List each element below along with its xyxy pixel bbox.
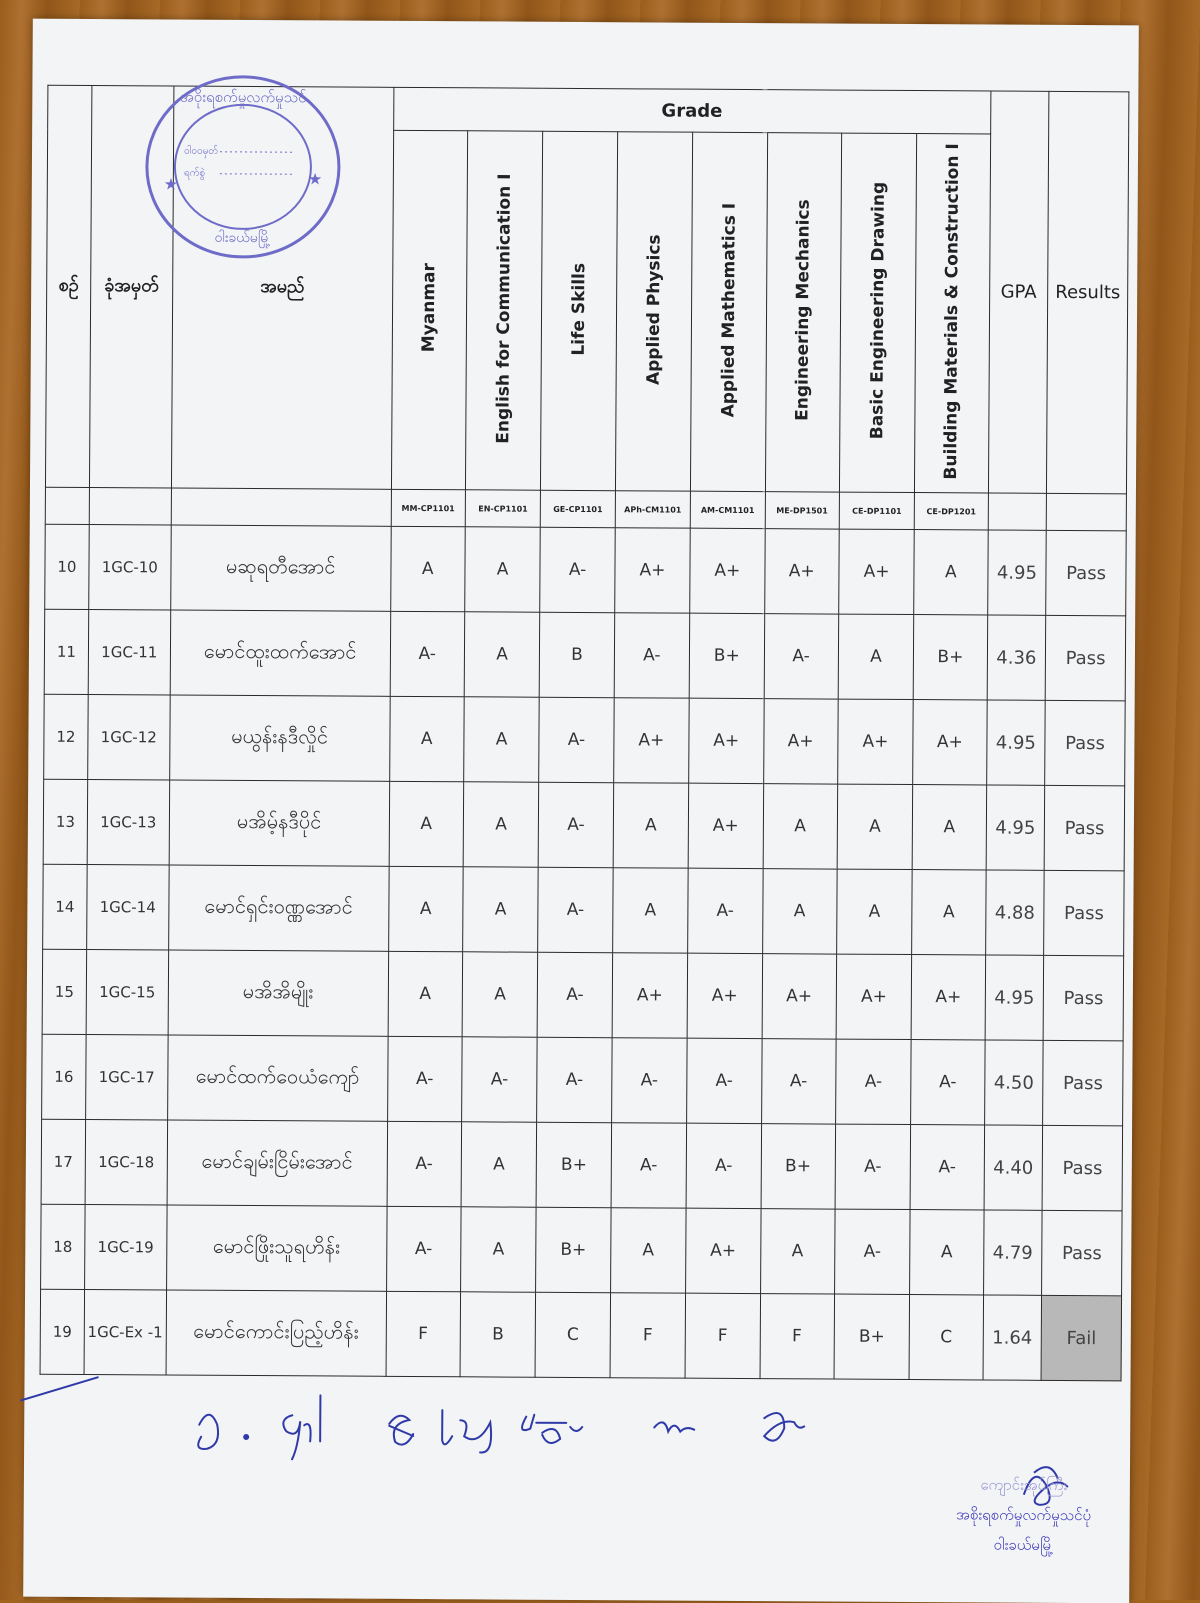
gpa-cell: 4.36 <box>987 615 1046 700</box>
grade-cell: A- <box>687 1038 762 1123</box>
roll-number-cell: 1GC-17 <box>86 1034 168 1119</box>
subject-code: GE-CP1101 <box>541 490 616 527</box>
student-name-cell: မဆုရတီအောင် <box>170 525 390 611</box>
col-header-name: အမည် <box>171 86 393 489</box>
roll-number-cell: 1GC-14 <box>87 864 169 949</box>
gpa-cell: 4.50 <box>984 1040 1043 1125</box>
grade-cell: A <box>389 696 464 781</box>
student-name-cell: မောင်ထက်ဝေယံကျော် <box>167 1035 387 1121</box>
subject-header-life-skills <box>541 131 618 490</box>
result-cell: Pass <box>1046 530 1126 615</box>
principal-seal-block <box>913 1469 1134 1590</box>
subject-name: Applied Physics <box>644 234 665 385</box>
grade-cell: A <box>837 784 913 869</box>
grade-cell: A- <box>537 1037 612 1122</box>
seal-line-school: အစိုးရစက်မှုလက်မှုသင်ပုံ <box>914 1499 1134 1530</box>
grade-cell: A- <box>538 952 613 1037</box>
grade-cell: A <box>465 527 541 612</box>
subject-header-english <box>465 131 543 490</box>
serial-cell: 13 <box>43 779 88 864</box>
col-header-roll: ခုံအမှတ် <box>89 85 173 487</box>
grade-cell: A- <box>540 527 615 612</box>
grade-cell: B <box>460 1292 536 1377</box>
grade-cell: A+ <box>764 529 839 614</box>
grade-cell: A+ <box>686 1208 761 1293</box>
result-cell: Pass <box>1043 955 1123 1040</box>
grade-cell: A+ <box>612 953 688 1038</box>
grade-cell: F <box>610 1293 686 1378</box>
result-rows <box>40 524 1126 1381</box>
student-name-cell: မောင်ကောင်းပြည့်ဟိန်း <box>166 1290 386 1376</box>
roll-number-cell: 1GC-12 <box>88 694 170 779</box>
grade-cell: A- <box>611 1038 687 1123</box>
grade-cell: A <box>762 869 837 954</box>
serial-cell: 17 <box>41 1119 86 1204</box>
grade-cell: A <box>461 1122 537 1207</box>
grade-cell: A <box>912 870 986 955</box>
student-name-cell: မအိမ့်နဒီပိုင် <box>169 780 389 866</box>
grade-cell: F <box>760 1294 835 1379</box>
grade-cell: A <box>462 952 538 1037</box>
grade-cell: A <box>464 697 540 782</box>
subject-header-engineering-mechanics <box>765 133 842 492</box>
grade-cell: A+ <box>839 529 915 614</box>
grade-cell: A <box>389 781 464 866</box>
grade-cell: A- <box>390 611 465 696</box>
stamp-line1: ဝါဝဝမှတ် <box>184 144 218 159</box>
student-name-cell: မယွန်းနဒီလှိုင် <box>169 695 389 781</box>
stamp-line2: ရက်စွဲ <box>184 166 205 181</box>
gpa-cell: 4.88 <box>985 870 1044 955</box>
grade-cell: A+ <box>913 700 987 785</box>
result-cell: Fail <box>1041 1295 1121 1380</box>
grade-cell: A <box>914 530 988 615</box>
subject-name: Applied Mathematics I <box>718 203 739 418</box>
grade-cell: A- <box>834 1209 910 1294</box>
grade-cell: C <box>909 1295 983 1380</box>
grade-cell: A+ <box>614 528 690 613</box>
grade-cell: A- <box>911 1040 985 1125</box>
gpa-cell: 4.95 <box>986 700 1045 785</box>
grade-cell: A+ <box>836 954 912 1039</box>
grade-cell: A- <box>462 1037 538 1122</box>
student-name-cell: မောင်ချမ်းငြိမ်းအောင် <box>167 1120 387 1206</box>
pen-strike-line <box>18 1369 108 1410</box>
gpa-cell: 1.64 <box>983 1295 1042 1380</box>
grade-cell: A- <box>835 1039 911 1124</box>
grade-cell: A <box>461 1207 537 1292</box>
result-cell: Pass <box>1044 870 1124 955</box>
grade-cell: A- <box>614 613 690 698</box>
grade-cell: B+ <box>536 1207 611 1292</box>
grade-cell: A- <box>611 1123 687 1208</box>
subject-header-applied-physics <box>615 132 693 491</box>
code-cell-blank <box>988 493 1047 530</box>
subject-header-myanmar <box>391 130 468 489</box>
grade-cell: A+ <box>911 955 985 1040</box>
grade-cell: A+ <box>763 699 838 784</box>
grade-cell: A <box>388 866 463 951</box>
serial-cell: 18 <box>41 1204 86 1289</box>
grade-sheet-paper <box>23 19 1139 1603</box>
subject-name: English for Communication I <box>493 173 515 443</box>
grade-cell: A- <box>387 1121 462 1206</box>
grade-cell: A- <box>688 868 763 953</box>
grade-cell: A- <box>835 1124 911 1209</box>
grade-cell: A- <box>386 1206 461 1291</box>
table-row <box>44 694 1125 786</box>
grade-cell: A <box>613 783 689 868</box>
handwritten-signatures <box>174 1385 875 1479</box>
result-cell: Pass <box>1045 615 1125 700</box>
grade-cell: A <box>612 868 688 953</box>
gpa-cell: 4.95 <box>986 785 1045 870</box>
grade-cell: A <box>763 784 838 869</box>
table-row <box>42 1034 1123 1126</box>
grade-cell: A <box>464 612 540 697</box>
grade-cell: A+ <box>690 528 765 613</box>
subject-header-engineering-drawing <box>839 133 917 492</box>
grade-cell: A <box>760 1209 835 1294</box>
grade-cell: B+ <box>913 615 987 700</box>
gpa-cell: 4.79 <box>983 1210 1042 1295</box>
grade-cell: F <box>685 1293 760 1378</box>
grade-cell: A <box>463 867 539 952</box>
table-row <box>45 524 1126 616</box>
result-cell: Pass <box>1043 1040 1123 1125</box>
grade-cell: A- <box>686 1123 761 1208</box>
grade-cell: A- <box>387 1036 462 1121</box>
result-cell: Pass <box>1045 700 1125 785</box>
grade-cell: B+ <box>834 1294 910 1379</box>
table-row <box>41 1204 1122 1296</box>
grade-cell: A <box>910 1210 984 1295</box>
grade-cell: F <box>386 1291 461 1376</box>
subject-name: Basic Engineering Drawing <box>867 182 889 440</box>
subject-name: Life Skills <box>569 263 590 356</box>
grade-cell: A+ <box>613 698 689 783</box>
code-cell-blank <box>45 487 89 524</box>
grade-cell: A+ <box>838 699 914 784</box>
subject-code: CE-DP1101 <box>839 492 915 529</box>
roll-number-cell: 1GC-10 <box>89 524 171 609</box>
grade-cell: A <box>838 614 914 699</box>
seal-line-town: ဝါးခယ်မမြို့ <box>913 1529 1133 1560</box>
table-row <box>44 609 1125 701</box>
subject-code: ME-DP1501 <box>765 492 840 529</box>
grade-cell: A- <box>539 782 614 867</box>
stamp-star-right: ★ <box>308 169 322 188</box>
grade-cell: A <box>388 951 463 1036</box>
code-cell-blank <box>89 487 171 524</box>
grade-cell: A- <box>764 614 839 699</box>
subject-header-building-materials <box>915 134 991 493</box>
roll-number-cell: 1GC-15 <box>86 949 168 1034</box>
grade-cell: A+ <box>762 954 837 1039</box>
grade-results-table <box>40 85 1130 1382</box>
table-row <box>43 864 1124 956</box>
subject-name: Myanmar <box>419 263 440 352</box>
grade-cell: A- <box>539 697 614 782</box>
stamp-top-text: အဝိုးရစက်မှုလက်မှုသင် <box>180 88 307 110</box>
subject-code: APh-CM1101 <box>615 491 691 528</box>
student-name-cell: မောင်ရှင်းဝဏ္ဏအောင် <box>168 865 388 951</box>
student-name-cell: မအိအိမျိုး <box>168 950 388 1036</box>
seal-line-title: ကျောင်းအုပ်ကြီး <box>914 1469 1134 1500</box>
table-row <box>42 949 1123 1041</box>
subject-code: AM-CM1101 <box>690 491 765 528</box>
serial-cell: 14 <box>43 864 88 949</box>
subject-name: Building Materials & Construction I <box>941 143 963 479</box>
result-cell: Pass <box>1044 785 1124 870</box>
serial-cell: 16 <box>42 1034 87 1119</box>
student-name-cell: မောင်ဖြိုးသူရဟိန်း <box>166 1205 386 1291</box>
grade-cell: A <box>912 785 986 870</box>
table-row <box>41 1119 1122 1211</box>
grade-cell: A- <box>910 1125 984 1210</box>
grade-cell: A+ <box>687 953 762 1038</box>
col-header-gpa: GPA <box>988 91 1049 493</box>
grade-cell: B <box>540 612 615 697</box>
gpa-cell: 4.40 <box>984 1125 1043 1210</box>
stamp-bottom-text: ဝါးခယ်မမြို့ <box>215 229 271 248</box>
code-cell-blank <box>1046 493 1126 530</box>
grade-cell: B+ <box>536 1122 611 1207</box>
serial-cell: 19 <box>40 1289 85 1374</box>
subject-code: MM-CP1101 <box>391 489 466 526</box>
roll-number-cell: 1GC-19 <box>85 1204 167 1289</box>
gpa-cell: 4.95 <box>987 530 1046 615</box>
gpa-cell: 4.95 <box>985 955 1044 1040</box>
table-row <box>43 779 1124 871</box>
subject-name: Engineering Mechanics <box>793 200 814 422</box>
result-cell: Pass <box>1042 1210 1122 1295</box>
subject-header-applied-mathematics <box>691 132 768 491</box>
grade-cell: A+ <box>689 698 764 783</box>
code-cell-blank <box>171 488 391 526</box>
serial-cell: 10 <box>45 524 90 609</box>
stamp-star-left: ★ <box>164 174 178 193</box>
grade-cell: A+ <box>688 783 763 868</box>
grade-cell: A <box>837 869 913 954</box>
col-header-serial: စဉ် <box>45 85 91 487</box>
roll-number-cell: 1GC-13 <box>87 779 169 864</box>
grade-cell: A <box>390 526 465 611</box>
grade-cell: C <box>535 1292 610 1377</box>
roll-number-cell: 1GC-11 <box>88 609 170 694</box>
serial-cell: 11 <box>44 609 89 694</box>
grade-cell: A <box>463 782 539 867</box>
student-name-cell: မောင်ထူးထက်အောင် <box>170 610 390 696</box>
serial-cell: 12 <box>44 694 89 779</box>
grade-cell: A- <box>761 1039 836 1124</box>
grade-cell: A- <box>538 867 613 952</box>
table-row <box>40 1289 1121 1381</box>
grade-cell: A <box>610 1208 686 1293</box>
roll-number-cell: 1GC-18 <box>85 1119 167 1204</box>
grade-cell: B+ <box>761 1124 836 1209</box>
grade-group-header: Grade <box>393 87 990 134</box>
serial-cell: 15 <box>42 949 87 1034</box>
result-cell: Pass <box>1042 1125 1122 1210</box>
grade-cell: B+ <box>689 613 764 698</box>
subject-code: CE-DP1201 <box>915 493 989 530</box>
subject-code: EN-CP1101 <box>465 490 541 527</box>
col-header-results: Results <box>1047 91 1129 493</box>
roll-number-cell: 1GC-Ex -1 <box>84 1289 166 1374</box>
